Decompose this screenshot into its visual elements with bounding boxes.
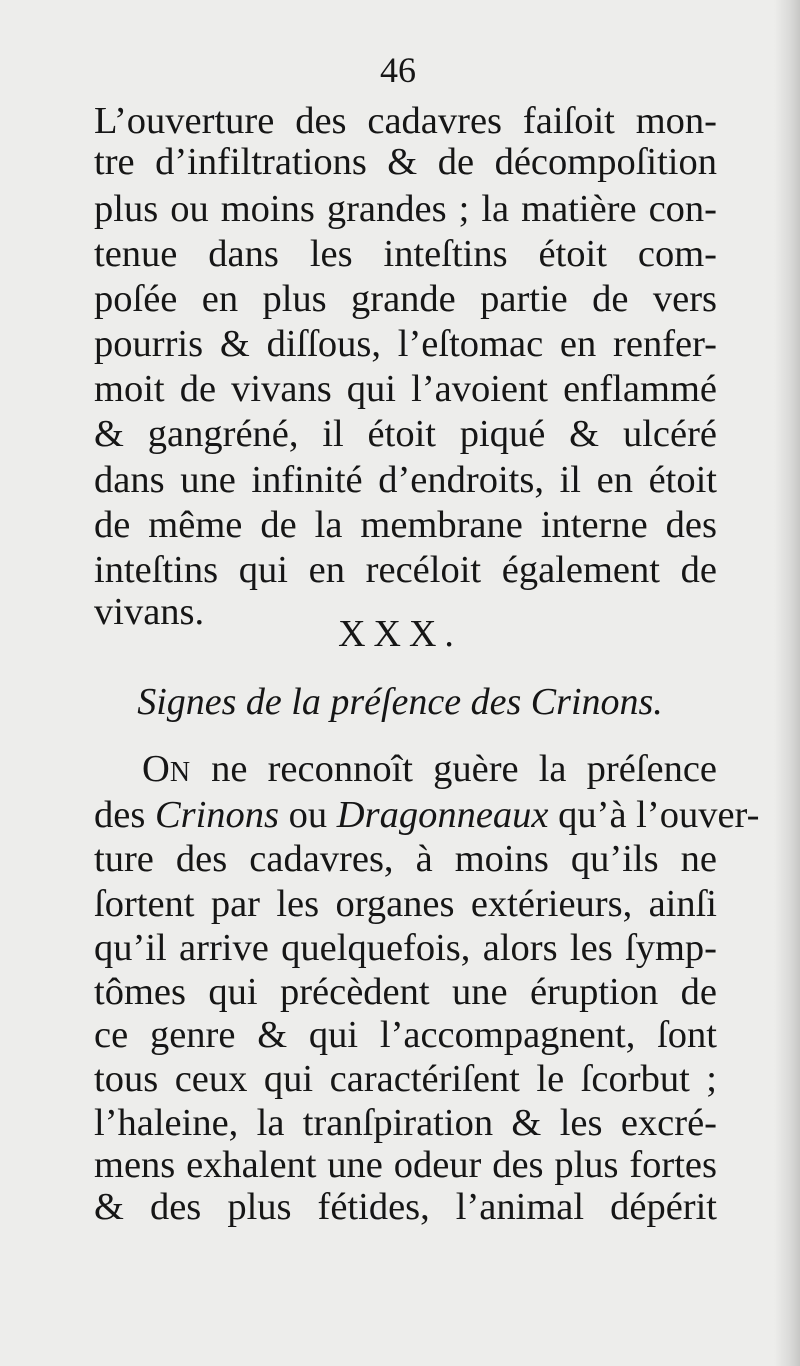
paragraph-2-line-11: & des plus fétides, l’animal dépérit [94, 1186, 717, 1228]
paragraph-2-line-6: tômes qui précèdent une éruption de [94, 971, 717, 1013]
paragraph-2-line-4: ſortent par les organes extérieurs, ainſi [94, 883, 717, 925]
paragraph-1-line-12: vivans. [94, 591, 205, 633]
paragraph-1-line-5: poſée en plus grande partie de vers [94, 278, 717, 320]
paragraph-2-line-10: mens exhalent une odeur des plus fortes [94, 1144, 717, 1186]
line-text: ou [279, 794, 337, 836]
line-text: des [94, 794, 155, 836]
italic-term: Dragonneaux [336, 794, 549, 836]
paragraph-1-line-6: pourris & diſſous, l’eſtomac en renfer- [94, 323, 717, 365]
paragraph-1-line-2: tre d’infiltrations & de décompoſition [94, 141, 717, 183]
italic-term: Crinons [154, 794, 280, 836]
paragraph-1-line-3: plus ou moins grandes ; la matière con- [94, 188, 717, 230]
paragraph-1-line-7: moit de vivans qui l’avoient enflammé [94, 368, 717, 410]
page-number: 46 [380, 50, 416, 90]
paragraph-1-line-11: inteſtins qui en recéloit également de [94, 549, 717, 591]
section-subtitle: Signes de la préſence des Crinons. [137, 681, 663, 723]
paragraph-1-line-10: de même de la membrane interne des [94, 504, 717, 546]
small-caps-text: N [169, 757, 192, 788]
paragraph-2-line-5: qu’il arrive quelquefois, alors les ſymp- [94, 927, 717, 969]
line-text: qu’à l’ouver- [548, 794, 760, 836]
paragraph-1-line-4: tenue dans les inteſtins étoit com- [94, 233, 717, 275]
section-heading: XXX. [338, 613, 462, 655]
paragraph-2-line-8: tous ceux qui caractériſent le ſcorbut ; [94, 1058, 717, 1100]
paragraph-2-line-2 [94, 793, 760, 837]
paragraph-2-line-9: l’haleine, la tranſpiration & les excré- [94, 1102, 717, 1144]
paragraph-2-line-1 [94, 747, 717, 791]
line-text: ne reconnoît guère la préſence [191, 748, 717, 790]
paragraph-1-line-8: & gangréné, il étoit piqué & ulcéré [94, 413, 717, 455]
drop-initial: O [142, 748, 170, 790]
paragraph-1-line-1: L’ouverture des cadavres faiſoit mon- [94, 100, 717, 142]
paragraph-1-line-9: dans une infinité d’endroits, il en étoit [94, 459, 717, 501]
paragraph-2-line-3: ture des cadavres, à moins qu’ils ne [94, 838, 717, 880]
paragraph-2-line-7: ce genre & qui l’accompagnent, ſont [94, 1014, 717, 1056]
